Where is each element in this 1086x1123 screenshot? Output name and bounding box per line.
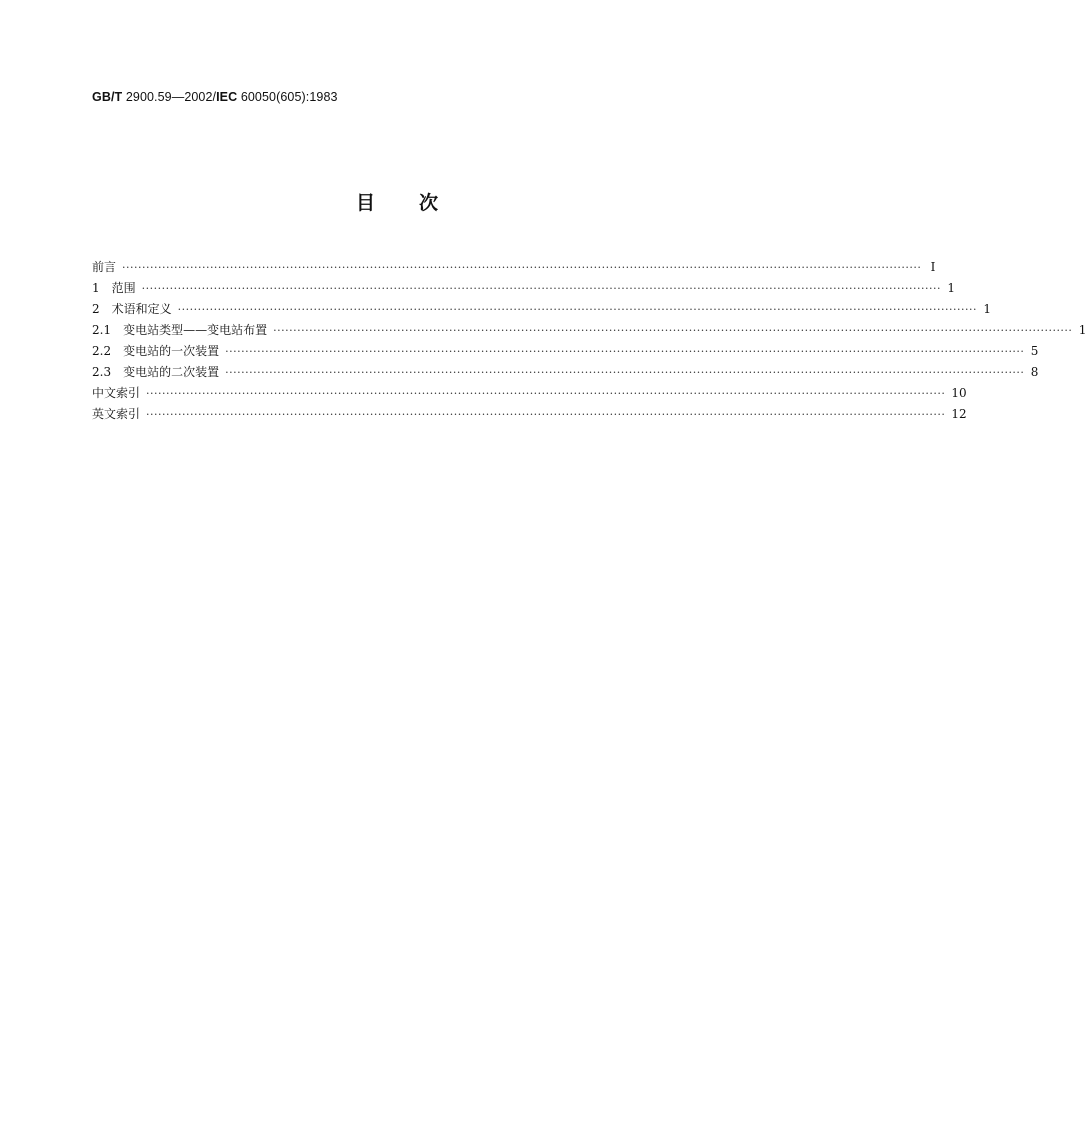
toc-entry-number: 2.2	[92, 344, 112, 358]
toc-entry-page: 1	[983, 302, 991, 316]
dot-leader: ········································································································································································································	[146, 408, 946, 421]
toc-entry-label: 前言	[92, 260, 117, 274]
toc-entry-number: 2.1	[92, 323, 112, 337]
toc-list	[92, 258, 1086, 426]
toc-entry-label: 英文索引	[92, 407, 141, 421]
standard-code: GB/T	[92, 90, 123, 104]
toc-entry-label	[92, 342, 225, 359]
iec-code: IEC	[216, 90, 238, 104]
toc-entry-number: 2	[92, 302, 100, 316]
toc-entry-label	[92, 363, 225, 380]
toc-entry-terms[interactable]	[92, 300, 991, 321]
dot-leader: ········································································································································································································	[225, 366, 1025, 379]
toc-entry-text: 变电站类型——变电站布置	[123, 323, 268, 337]
toc-title-char-2: 次	[419, 192, 439, 214]
toc-entry-text: 变电站的二次装置	[123, 365, 220, 379]
toc-entry-english-index[interactable]	[92, 405, 967, 426]
toc-entry-page: 10	[951, 386, 967, 400]
toc-entry-number: 1	[92, 281, 100, 295]
toc-entry-label	[92, 279, 142, 296]
toc-entry-label	[92, 300, 178, 317]
toc-entry-label: 中文索引	[92, 386, 141, 400]
toc-entry-scope[interactable]	[92, 279, 955, 300]
standard-number-header	[92, 90, 338, 104]
toc-entry-primary-installations[interactable]	[92, 342, 1039, 363]
toc-entry-page: I	[930, 260, 936, 274]
dot-leader: ········································································································································································································	[225, 345, 1025, 358]
toc-title-char-1: 目	[355, 192, 375, 214]
toc-entry-page: 8	[1030, 365, 1039, 379]
toc-entry-secondary-installations[interactable]	[92, 363, 1039, 384]
toc-entry-chinese-index[interactable]	[92, 384, 967, 405]
iec-number: 60050(605):1983	[237, 90, 338, 104]
toc-entry-foreword[interactable]	[92, 258, 936, 279]
toc-entry-page: 1	[947, 281, 955, 295]
toc-entry-substation-types[interactable]	[92, 321, 1086, 342]
dot-leader: ········································································································································································································	[122, 261, 922, 274]
dot-leader: ········································································································································································································	[146, 387, 946, 400]
toc-entry-text: 术语和定义	[111, 302, 172, 316]
toc-entry-label	[92, 321, 273, 338]
dot-leader: ········································································································································································································	[141, 282, 941, 295]
toc-entry-page: 1	[1078, 323, 1086, 337]
toc-entry-text: 范围	[111, 281, 136, 295]
toc-entry-page: 12	[951, 407, 967, 421]
standard-number: 2900.59—2002/	[122, 90, 217, 104]
toc-entry-page: 5	[1030, 344, 1039, 358]
toc-title	[0, 188, 794, 215]
toc-entry-number: 2.3	[92, 365, 112, 379]
dot-leader: ········································································································································································································	[273, 324, 1073, 337]
dot-leader: ········································································································································································································	[177, 303, 977, 316]
toc-entry-text: 变电站的一次装置	[123, 344, 220, 358]
